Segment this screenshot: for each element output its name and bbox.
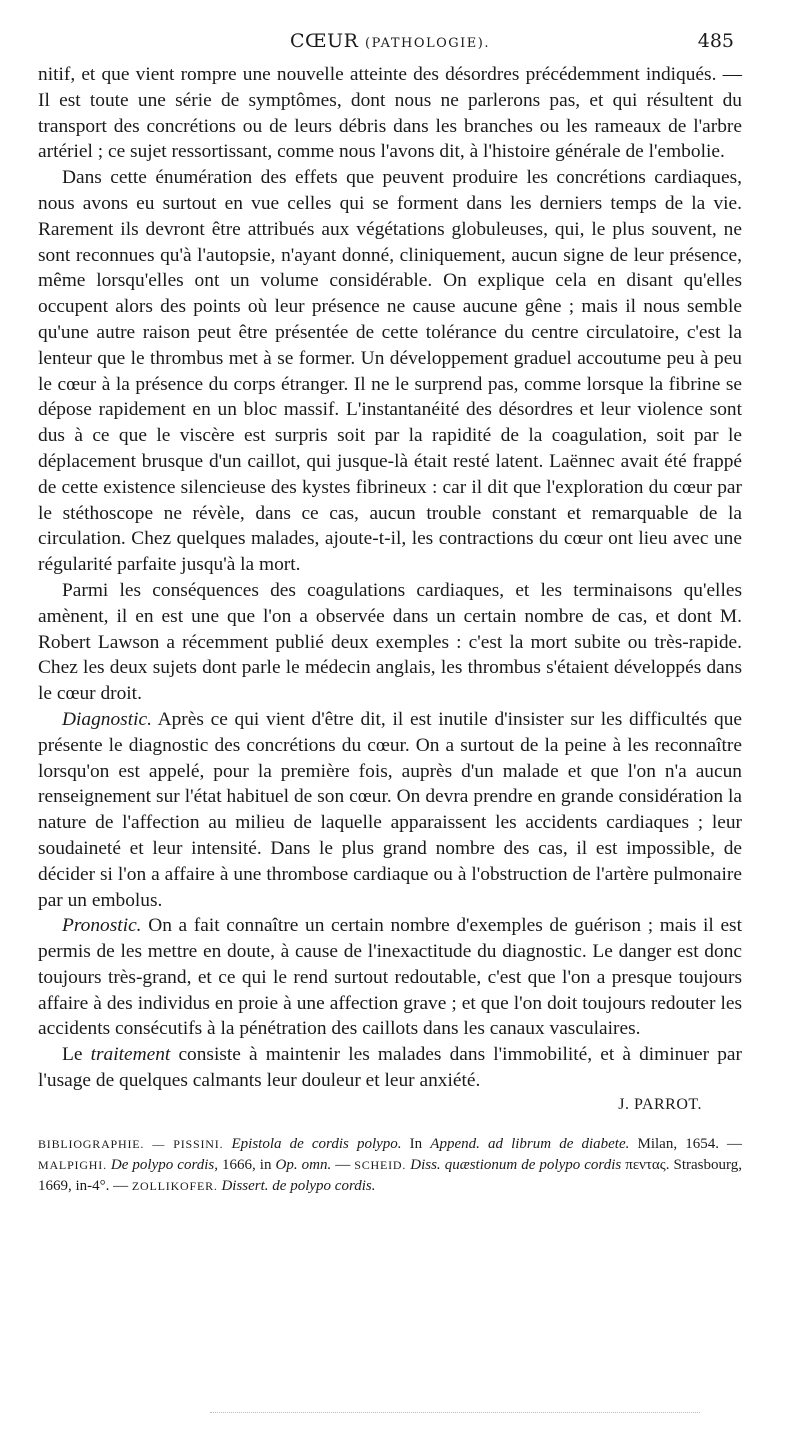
page — [38, 30, 742, 1197]
bib-sep-2: — — [335, 1156, 351, 1173]
bib-author-malpighi: MALPIGHI. — [38, 1157, 107, 1172]
footer-rule — [210, 1412, 700, 1413]
paragraph-1: nitif, et que vient rompre une nouvelle atteinte des désordres précédemment indiqués. — Il est toute une série de symptômes, dont nous ne parlerons pas, et qui résultent du transport des concrétions ou de leurs débris dans les branches ou les rameaux de l'arbre artériel ; ce sujet ressortissant, comme nous l'avons dit, à l'histoire générale de l'embolie. — [38, 64, 742, 163]
bib-in-1: In — [409, 1135, 423, 1152]
traitement-text: consiste à maintenir les malades dans l'immobilité, et à diminuer par l'usage de quelques calmants leur douleur et leur anxiété. — [38, 1044, 742, 1092]
bibliography — [38, 1134, 742, 1197]
author-signature: J. PARROT. — [618, 1095, 702, 1113]
traitement-lead: Le — [62, 1044, 83, 1066]
bib-title-pissini: Epistola de cordis polypo. — [231, 1135, 402, 1152]
bib-pub-malpighi: 1666, in — [222, 1156, 272, 1173]
bib-title-zollikofer: Dissert. de polypo cordis. — [221, 1177, 376, 1194]
bib-author-zollikofer: ZOLLIKOFER. — [131, 1178, 218, 1193]
bibliography-label: BIBLIOGRAPHIE. — [38, 1136, 145, 1151]
traitement-term: traitement — [90, 1044, 171, 1066]
running-title — [38, 30, 742, 52]
pronostic-heading: Pronostic. — [62, 915, 142, 937]
paragraph-3: Parmi les conséquences des coagulations cardiaques, et les terminaisons qu'elles amènent, il en est une que l'on a observée dans un certain nombre de cas, et dont M. Robert Lawson a récemment publié deux exemples : c'est la mort subite ou très-rapide. Chez les deux sujets dont parle le médecin anglais, les thrombus s'étaient développés dans le cœur droit. — [38, 579, 742, 705]
running-title-main: CŒUR — [290, 30, 359, 52]
bib-title-malpighi: De polypo cordis, — [110, 1156, 218, 1173]
running-title-subtitle: (PATHOLOGIE). — [365, 36, 490, 51]
diagnostic-heading: Diagnostic. — [62, 708, 152, 730]
diagnostic-text: Après ce qui vient d'être dit, il est inutile d'insister sur les difficultés que présente le diagnostic des concrétions du cœur. On a surtout de la peine à les reconnaître lorsqu'on est appelé, pour la première fois, auprès d'un malade et que l'on n'a aucun renseignement sur l'état habituel de son cœur. On devra prendre en grande considération la nature de l'affection au milieu de laquelle apparaissent les accidents cardiaques ; leur soudaineté et leur intensité. Dans le plus grand nombre des cas, il est impossible, de décider si l'on a affaire à une thrombose cardiaque ou à l'obstruction de l'artère pulmonaire par un embolus. — [38, 708, 742, 911]
paragraph-traitement — [38, 1042, 742, 1094]
bib-title-scheid: Diss. quæstionum de polypo cordis — [410, 1156, 622, 1173]
running-head — [38, 30, 742, 56]
paragraph-diagnostic — [38, 707, 742, 913]
bib-pub-pissini: Milan, 1654. — — [637, 1135, 743, 1152]
bib-author-pissini: — PISSINI. — [152, 1136, 224, 1151]
page-number: 485 — [697, 30, 734, 52]
bib-pub-scheid: πεντας. Strasbourg, 1669, in-4°. — — [38, 1156, 742, 1194]
article-body — [38, 62, 742, 1094]
bib-source-malpighi: Op. omn. — [275, 1156, 332, 1173]
pronostic-text: On a fait connaître un certain nombre d'exemples de guérison ; mais il est permis de les mettre en doute, à cause de l'inexactitude du diagnostic. Le danger est donc toujours très-grand, et ce qui le rend surtout redoutable, c'est que l'on a presque toujours affaire à des individus en proie à une affection grave ; et que l'on doit toujours redouter les accidents consécutifs à la pénétration des caillots dans les canaux vasculaires. — [38, 915, 742, 1040]
paragraph-2: Dans cette énumération des effets que peuvent produire les concrétions cardiaques, nous avons eu surtout en vue celles qui se forment dans les derniers temps de la vie. Rarement ils devront être attribués aux végétations globuleuses, qui, le plus souvent, ne sont reconnues qu'à l'autopsie, n'ayant donné, cliniquement, aucun signe de leur présence, même lorsqu'elles ont un volume considérable. On explique cela en disant qu'elles occupent alors des points où leur présence ne cause aucune gêne ; mais il nous semble qu'une autre raison peut être présentée de cette tolérance du centre circulatoire, c'est la lenteur que le thrombus met à se former. Un développement graduel accoutume peu à peu le cœur à la présence du corps étranger. Il ne le surprend pas, comme lorsque la fibrine se dépose rapidement en un bloc massif. L'instantanéité des désordres et leur violence sont dus à ce que le viscère est surpris soit par la rapidité de la coagulation, soit par le déplacement brusque d'un caillot, qui jusque-là était resté latent. Laënnec avait été frappé de cette existence silencieuse des kystes fibrineux : car il dit que l'exploration du cœur par le stéthoscope ne révèle, dans ce cas, aucun trouble constant et remarquable de la circulation. Chez quelques malades, ajoute-t-il, les contractions du cœur ont lieu avec une régularité parfaite jusqu'à la mort. — [38, 167, 742, 576]
bib-source-pissini: Append. ad librum de diabete. — [430, 1135, 630, 1152]
paragraph-pronostic — [38, 913, 742, 1042]
bib-author-scheid: SCHEID. — [354, 1157, 407, 1172]
